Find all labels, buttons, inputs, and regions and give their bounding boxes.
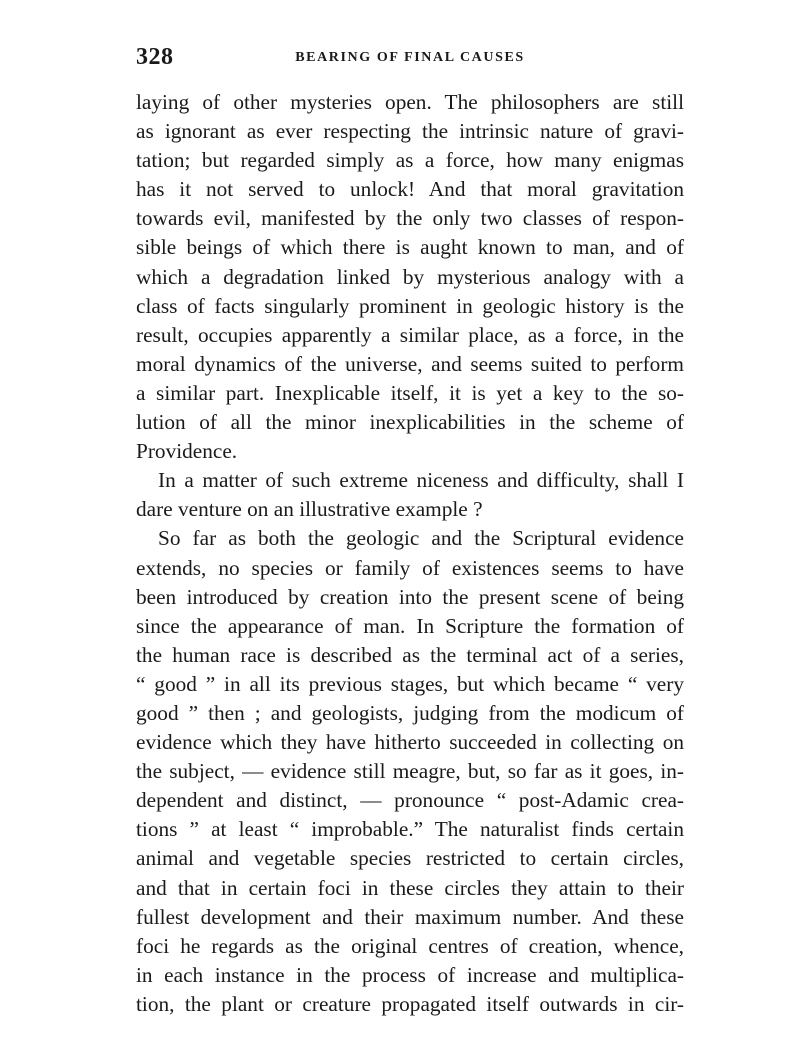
text-line: has it not served to unlock! And that moral gravitation bbox=[136, 177, 684, 202]
text-line: laying of other mysteries open. The philosophers are still bbox=[136, 90, 684, 114]
text-line: dare venture on an illustrative example ? bbox=[136, 497, 483, 522]
text-line: sible beings of which there is aught known to man, and of bbox=[136, 235, 684, 260]
text-line: a similar part. Inexplicable itself, it is yet a key to the so- bbox=[136, 380, 684, 405]
text-line: “ good ” in all its previous stages, but which became “ very bbox=[136, 671, 684, 696]
text-line: in each instance in the process of increase and multiplica- bbox=[136, 962, 684, 987]
text-line: the subject, — evidence still meagre, but, so far as it goes, in- bbox=[136, 759, 684, 784]
text-line: tation; but regarded simply as a force, how many enigmas bbox=[136, 148, 684, 173]
text-line: tion, the plant or creature propagated itself outwards in cir- bbox=[136, 991, 684, 1016]
text-line: class of facts singularly prominent in geologic history is the bbox=[136, 293, 684, 318]
text-line: extends, no species or family of existences seems to have bbox=[136, 555, 684, 580]
page-header bbox=[136, 44, 684, 74]
text-line: the human race is described as the terminal act of a series, bbox=[136, 642, 684, 667]
text-line: towards evil, manifested by the only two classes of respon- bbox=[136, 206, 684, 231]
text-line: good ” then ; and geologists, judging from the modicum of bbox=[136, 700, 684, 725]
running-head: BEARING OF FINAL CAUSES bbox=[295, 50, 525, 65]
body-text bbox=[136, 88, 684, 1019]
text-line: foci he regards as the original centres of creation, whence, bbox=[136, 933, 684, 958]
page-number: 328 bbox=[136, 44, 174, 70]
text-line: Providence. bbox=[136, 439, 238, 464]
text-line: tions ” at least “ improbable.” The naturalist finds certain bbox=[136, 817, 684, 842]
text-line: since the appearance of man. In Scripture the formation of bbox=[136, 613, 684, 638]
text-line: and that in certain foci in these circles they attain to their bbox=[136, 875, 684, 900]
text-line: animal and vegetable species restricted to certain circles, bbox=[136, 846, 684, 871]
text-line: evidence which they have hitherto succeeded in collecting on bbox=[136, 730, 684, 755]
text-line: result, occupies apparently a similar place, as a force, in the bbox=[136, 322, 684, 347]
text-line: been introduced by creation into the present scene of being bbox=[136, 584, 684, 609]
text-line: So far as both the geologic and the Scriptural evidence bbox=[158, 526, 684, 551]
text-line: lution of all the minor inexplicabilities in the scheme of bbox=[136, 410, 684, 435]
text-line: fullest development and their maximum number. And these bbox=[136, 904, 684, 929]
text-line: dependent and distinct, — pronounce “ post-Adamic crea- bbox=[136, 788, 684, 813]
text-line: In a matter of such extreme niceness and difficulty, shall I bbox=[158, 468, 684, 493]
text-line: which a degradation linked by mysterious analogy with a bbox=[136, 264, 684, 289]
text-line: moral dynamics of the universe, and seems suited to perform bbox=[136, 351, 684, 376]
text-line: as ignorant as ever respecting the intrinsic nature of gravi- bbox=[136, 119, 684, 144]
